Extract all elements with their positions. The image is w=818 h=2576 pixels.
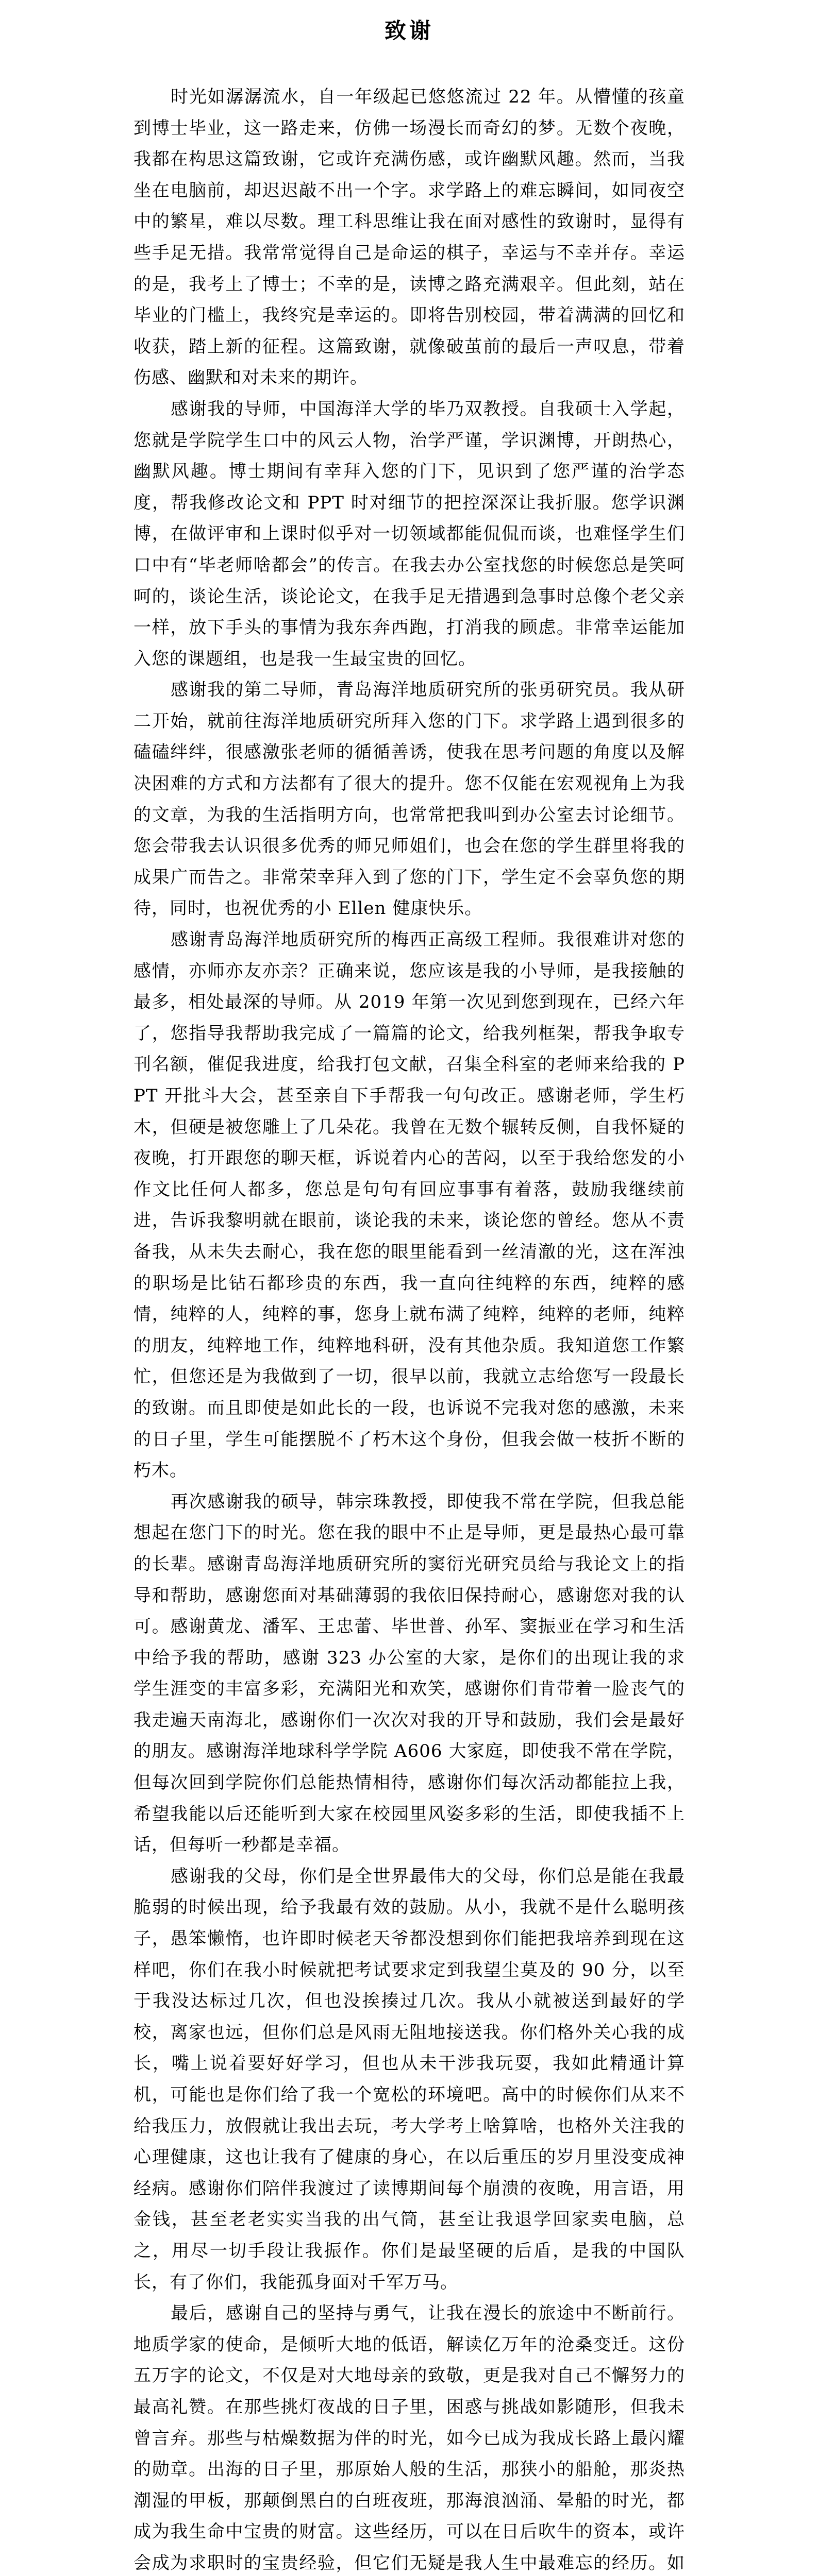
acknowledgement-body (133, 81, 685, 2576)
paragraph-advisor-zhang: 感谢我的第二导师，青岛海洋地质研究所的张勇研究员。我从研二开始，就前往海洋地质研究所拜入您的门下。求学路上遇到很多的磕磕绊绊，很感激张老师的循循善诱，使我在思考问题的角度以及解决困难的方式和方法都有了很大的提升。您不仅能在宏观视角上为我的文章，为我的生活指明方向，也常常把我叫到办公室去讨论细节。您会带我去认识很多优秀的师兄师姐们，也会在您的学生群里将我的成果广而告之。非常荣幸拜入到了您的门下，学生定不会辜负您的期待，同时，也祝优秀的小 Ellen 健康快乐。 (133, 680, 685, 919)
paragraph-mentor-mei: 感谢青岛海洋地质研究所的梅西正高级工程师。我很难讲对您的感情，亦师亦友亦亲？正确来说，您应该是我的小导师，是我接触的最多，相处最深的导师。从 2019 年第一次见到您到现在，已经六年了，您指导我帮助我完成了一篇篇的论文，给我列框架，帮我争取专刊名额，催促我进度，给我打包文献，召集全科室的老师来给我的 PPT 开批斗大会，甚至亲自下手帮我一句句改正。感谢老师，学生朽木，但硬是被您雕上了几朵花。我曾在无数个辗转反侧，自我怀疑的夜晚，打开跟您的聊天框，诉说着内心的苦闷，以至于我给您发的小作文比任何人都多，您总是句句有回应事事有着落，鼓励我继续前进，告诉我黎明就在眼前，谈论我的未来，谈论您的曾经。您从不责备我，从未失去耐心，我在您的眼里能看到一丝清澈的光，这在浑浊的职场是比钻石都珍贵的东西，我一直向往纯粹的东西，纯粹的感情，纯粹的人，纯粹的事，您身上就布满了纯粹，纯粹的老师，纯粹的朋友，纯粹地工作，纯粹地科研，没有其他杂质。我知道您工作繁忙，但您还是为我做到了一切，很早以前，我就立志给您写一段最长的致谢。而且即使是如此长的一段，也诉说不完我对您的感激，未来的日子里，学生可能摆脱不了朽木这个身份，但我会做一枝折不断的朽木。 (133, 929, 685, 1481)
paragraph-colleagues: 再次感谢我的硕导，韩宗珠教授，即使我不常在学院，但我总能想起在您门下的时光。您在我的眼中不止是导师，更是最热心最可靠的长辈。感谢青岛海洋地质研究所的窦衍光研究员给与我论文上的指导和帮助，感谢您面对基础薄弱的我依旧保持耐心，感谢您对我的认可。感谢黄龙、潘军、王忠蕾、毕世普、孙军、窦振亚在学习和生活中给予我的帮助，感谢 323 办公室的大家，是你们的出现让我的求学生涯变的丰富多彩，充满阳光和欢笑，感谢你们肯带着一脸丧气的我走遍天南海北，感谢你们一次次对我的开导和鼓励，我们会是最好的朋友。感谢海洋地球科学学院 A606 大家庭，即使我不常在学院，但每次回到学院你们总能热情相待，感谢你们每次活动都能拉上我，希望我能以后还能听到大家在校园里风姿多彩的生活，即使我插不上话，但每听一秒都是幸福。 (133, 1491, 685, 1856)
paragraph-parents: 感谢我的父母，你们是全世界最伟大的父母，你们总是能在我最脆弱的时候出现，给予我最有效的鼓励。从小，我就不是什么聪明孩子，愚笨懒惰，也许即时候老天爷都没想到你们能把我培养到现在这样吧，你们在我小时候就把考试要求定到我望尘莫及的 90 分，以至于我没达标过几次，但也没挨揍过几次。我从小就被送到最好的学校，离家也远，但你们总是风雨无阻地接送我。你们格外关心我的成长，嘴上说着要好好学习，但也从未干涉我玩耍，我如此精通计算机，可能也是你们给了我一个宽松的环境吧。高中的时候你们从来不给我压力，放假就让我出去玩，考大学考上啥算啥，也格外关注我的心理健康，这也让我有了健康的身心，在以后重压的岁月里没变成神经病。感谢你们陪伴我渡过了读博期间每个崩溃的夜晚，用言语，用金钱，甚至老老实实当我的出气筒，甚至让我退学回家卖电脑，总之，用尽一切手段让我振作。你们是最坚硬的后盾，是我的中国队长，有了你们，我能孤身面对千军万马。 (133, 1866, 685, 2293)
paragraph-intro: 时光如潺潺流水，自一年级起已悠悠流过 22 年。从懵懂的孩童到博士毕业，这一路走来，仿佛一场漫长而奇幻的梦。无数个夜晚，我都在构思这篇致谢，它或许充满伤感，或许幽默风趣。然而，当我坐在电脑前，却迟迟敲不出一个字。求学路上的难忘瞬间，如同夜空中的繁星，难以尽数。理工科思维让我在面对感性的致谢时，显得有些手足无措。我常常觉得自己是命运的棋子，幸运与不幸并存。幸运的是，我考上了博士；不幸的是，读博之路充满艰辛。但此刻，站在毕业的门槛上，我终究是幸运的。即将告别校园，带着满满的回忆和收获，踏上新的征程。这篇致谢，就像破茧前的最后一声叹息，带着伤感、幽默和对未来的期许。 (133, 87, 685, 388)
paragraph-advisor-bi: 感谢我的导师，中国海洋大学的毕乃双教授。自我硕士入学起，您就是学院学生口中的风云人物，治学严谨，学识渊博，开朗热心，幽默风趣。博士期间有幸拜入您的门下，见识到了您严谨的治学态度，帮我修改论文和 PPT 时对细节的把控深深让我折服。您学识渊博，在做评审和上课时似乎对一切领域都能侃侃而谈，也难怪学生们口中有“毕老师啥都会”的传言。在我去办公室找您的时候您总是笑呵呵的，谈论生活，谈论论文，在我手足无措遇到急事时总像个老父亲一样，放下手头的事情为我东奔西跑，打消我的顾虑。非常幸运能加入您的课题组，也是我一生最宝贵的回忆。 (133, 398, 685, 669)
paragraph-self: 最后，感谢自己的坚持与勇气，让我在漫长的旅途中不断前行。地质学家的使命，是倾听大地的低语，解读亿万年的沧桑变迁。这份五万字的论文，不仅是对大地母亲的致敬，更是我对自己不懈努力的最高礼赞。在那些挑灯夜战的日子里，困惑与挑战如影随形，但我未曾言弃。那些与枯燥数据为伴的时光，如今已成为我成长路上最闪耀的勋章。出海的日子里，那原始人般的生活，那狭小的船舱，那炎热潮湿的甲板，那颠倒黑白的白班夜班，那海浪汹涌、晕船的时光，都成为我生命中宝贵的财富。这些经历，可以在日后吹牛的资本，或许会成为求职时的宝贵经验，但它们无疑是我人生中最难忘的经历。如 (133, 2303, 685, 2573)
page-title: 致谢 (384, 18, 434, 43)
